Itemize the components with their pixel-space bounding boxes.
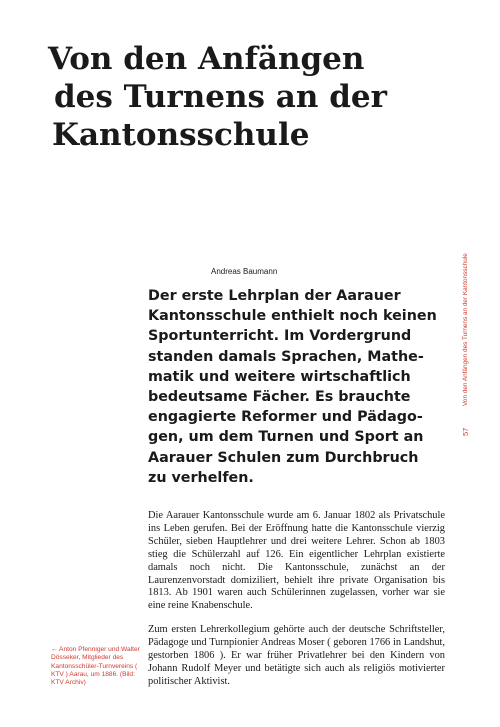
- body-paragraph: Zum ersten Lehrerkollegium gehörte auch der deutsche Schriftsteller, Pädagoge und Turnpionier Andreas Moser ( geboren 1766 in Landshut, gestorben 1806 ). Er war früher Privatlehrer bei den Kindern von Johann Rudolf Meyer und betätigte sich auch als religiös motivierter politischer Aktivist.: [148, 624, 445, 687]
- running-head-text: Von den Anfängen des Turnens an der Kantonsschule: [462, 253, 469, 406]
- image-caption: ← Anton Pfenniger und Walter Dösseker, Mitglieder des Kantonsschüler-Turnvereins ( KTV ) Aarau, um 1886. (Bild: KTV Archiv): [51, 646, 140, 687]
- article-body: [148, 510, 445, 689]
- lead-paragraph: [148, 286, 446, 488]
- lead-line: Aarauer Schulen zum Durchbruch: [148, 449, 419, 466]
- lead-line: Kantonsschule enthielt noch keinen: [148, 308, 437, 325]
- lead-line: zu verhelfen.: [148, 469, 254, 486]
- article-title-line: Kantonsschule: [52, 117, 310, 153]
- lead-line: engagierte Reformer und Pädago-: [148, 409, 423, 426]
- lead-line: Sportunterricht. Im Vordergrund: [148, 328, 412, 345]
- lead-line: matik und weitere wirtschaftlich: [148, 368, 411, 385]
- lead-line: gen, um dem Turnen und Sport an: [148, 429, 424, 446]
- article-title-line: des Turnens an der: [54, 79, 387, 115]
- page-number-text: 57: [461, 427, 470, 436]
- lead-line: Der erste Lehrplan der Aarauer: [148, 288, 401, 304]
- body-paragraph: Die Aarauer Kantonsschule wurde am 6. Januar 1802 als Privatschule ins Leben gerufen. Bei der Eröffnung hatte die Kantonsschule vierzig Schüler, sieben Hauptlehrer und drei weitere Lehrer. Schon ab 1803 stieg die Schülerzahl auf 126. Ein eigentlicher Lehrplan existierte damals noch nicht. Die Kantonsschule, zunächst an der Laurenzenvorstadt domiziliert, behielt ihre private Organisation bis 1813. Ab 1901 waren auch Schülerinnen zugelassen, vorher war sie eine reine Knabenschule.: [148, 510, 445, 612]
- article-title-line: Von den Anfängen: [48, 41, 365, 77]
- page-number: [459, 424, 471, 438]
- author-byline: Andreas Baumann: [211, 267, 278, 276]
- lead-line: bedeutsame Fächer. Es brauchte: [148, 389, 411, 406]
- running-head: [460, 236, 472, 406]
- lead-line: standen damals Sprachen, Mathe-: [148, 348, 424, 365]
- article-title: [48, 40, 468, 154]
